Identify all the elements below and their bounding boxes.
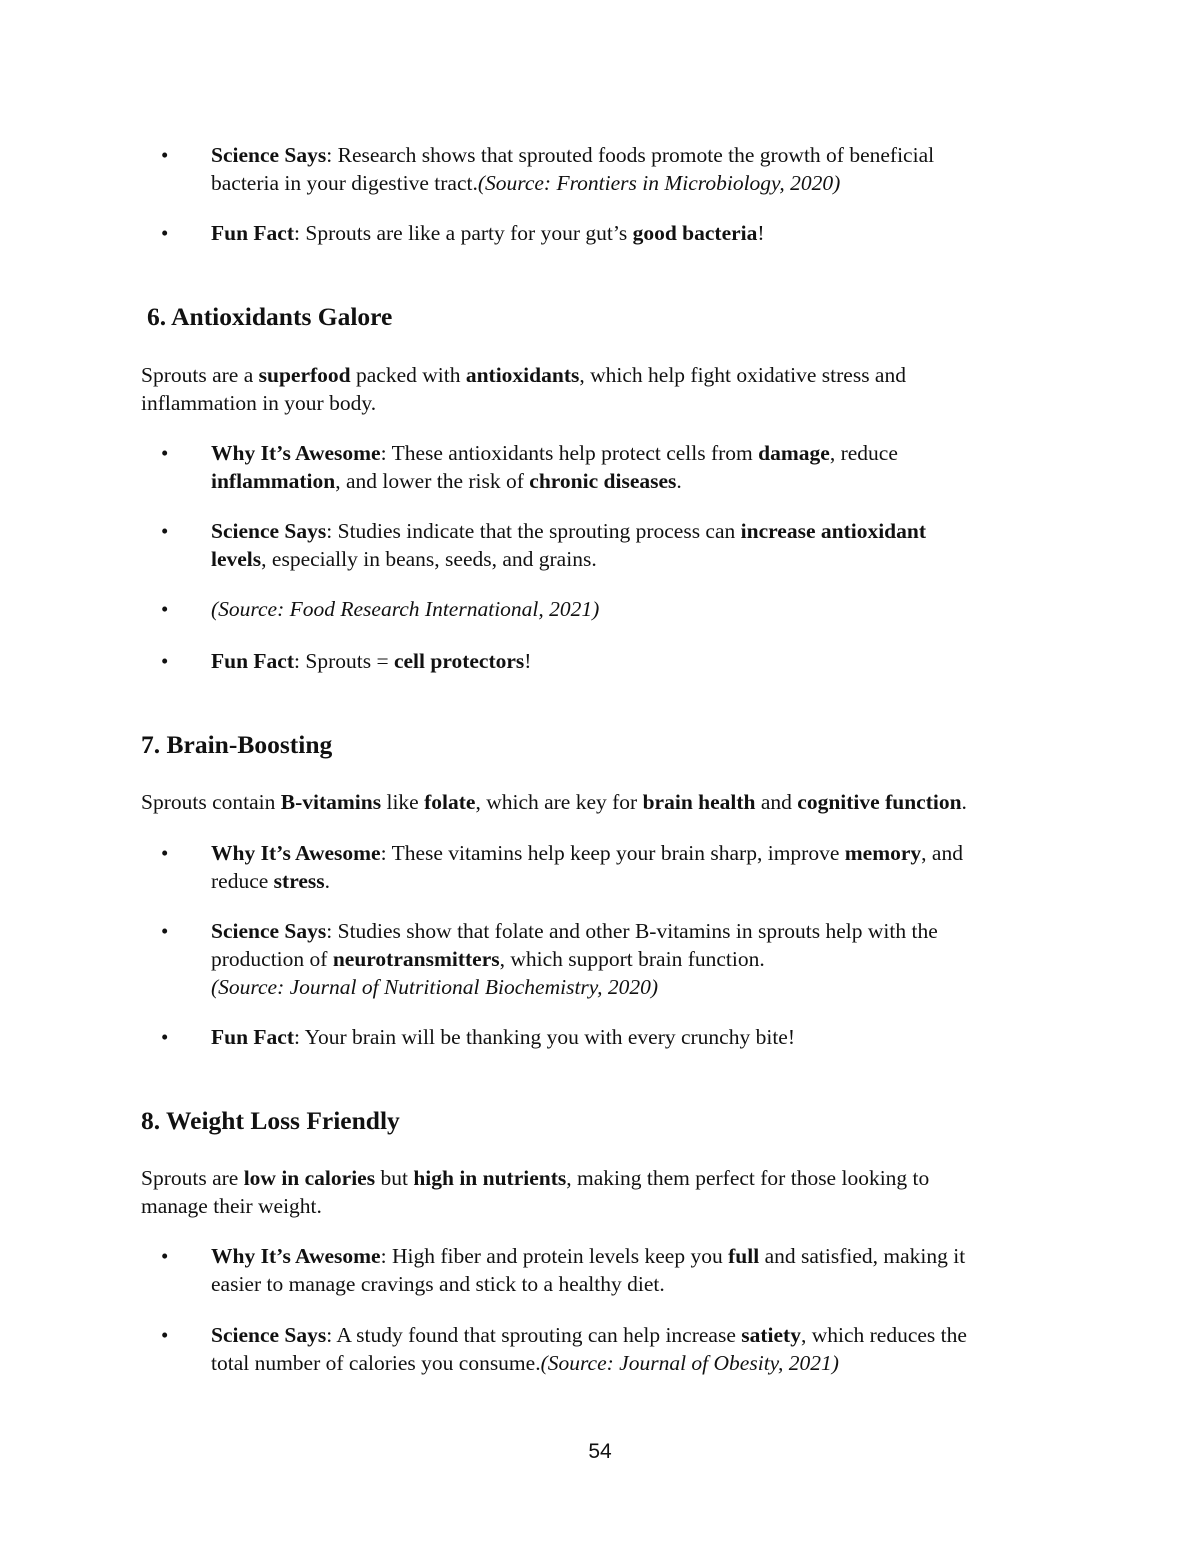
bold-text: Science Says xyxy=(211,1323,327,1347)
bullet-fun-fact xyxy=(211,1023,1061,1051)
text-run: but xyxy=(375,1166,414,1190)
text-run: ! xyxy=(757,221,765,245)
text-run: packed with xyxy=(350,363,466,387)
text-run: , which are key for xyxy=(475,790,643,814)
text-run: : High fiber and protein levels keep you xyxy=(380,1244,729,1268)
section-heading: 6. Antioxidants Galore xyxy=(147,302,393,331)
bold-text: Science Says xyxy=(211,143,327,167)
bold-text: cell protectors xyxy=(393,649,525,673)
bold-text: memory xyxy=(844,841,922,865)
bold-text: Fun Fact xyxy=(211,1025,295,1049)
bold-text: full xyxy=(728,1244,760,1268)
text-run: : Research shows that sprouted foods promote the growth of beneficial bacteria in your digestive tract. xyxy=(211,143,935,195)
bold-text: folate xyxy=(424,790,476,814)
text-run: : Sprouts = xyxy=(294,649,394,673)
bullet-source xyxy=(211,595,1061,623)
bullet-marker: • xyxy=(161,1025,169,1049)
italic-citation: (Source: Journal of Nutritional Biochemistry, 2020) xyxy=(211,975,659,999)
bullet-science-says xyxy=(211,517,1061,573)
text-run: , especially in beans, seeds, and grains. xyxy=(261,547,597,571)
bullet-why-awesome xyxy=(211,839,1061,895)
bold-text: neurotransmitters xyxy=(332,947,500,971)
bold-text: Fun Fact xyxy=(211,221,295,245)
text-run: ! xyxy=(524,649,532,673)
section-intro xyxy=(141,361,1061,417)
text-run: : Sprouts are like a party for your gut’s xyxy=(294,221,633,245)
text-run: : These antioxidants help protect cells from xyxy=(380,441,759,465)
bold-text: stress xyxy=(273,869,325,893)
text-run: , which reduces the total number of calories you consume. xyxy=(211,1323,967,1375)
bullet-marker: • xyxy=(161,441,169,465)
text-run: , and lower the risk of xyxy=(335,469,530,493)
text-run: Sprouts are xyxy=(141,1166,244,1190)
text-run: , which help fight oxidative stress and inflammation in your body. xyxy=(141,363,906,415)
bullet-marker: • xyxy=(161,597,169,621)
section-heading: 8. Weight Loss Friendly xyxy=(141,1106,400,1135)
bold-text: antioxidants xyxy=(465,363,580,387)
italic-citation: (Source: Food Research International, 2021) xyxy=(211,597,600,621)
bold-text: Fun Fact xyxy=(211,649,295,673)
text-run: : Your brain will be thanking you with every crunchy bite! xyxy=(294,1025,795,1049)
bold-text: cognitive function xyxy=(797,790,962,814)
text-run: : These vitamins help keep your brain sharp, improve xyxy=(380,841,845,865)
text-run: Sprouts are a xyxy=(141,363,259,387)
bullet-marker: • xyxy=(161,1244,169,1268)
section-intro xyxy=(141,1164,1061,1220)
text-run: and satisfied, making it easier to manage cravings and stick to a healthy diet. xyxy=(211,1244,966,1296)
bullet-fun-fact xyxy=(211,219,1061,247)
text-run: : A study found that sprouting can help increase xyxy=(326,1323,742,1347)
bold-text: satiety xyxy=(741,1323,801,1347)
bullet-science-says xyxy=(211,917,1061,1001)
section-intro xyxy=(141,788,1061,816)
text-run: , which support brain function. xyxy=(499,947,765,971)
bullet-why-awesome xyxy=(211,1242,1061,1298)
bullet-science-says xyxy=(211,141,1061,197)
bold-text: B-vitamins xyxy=(280,790,382,814)
bullet-marker: • xyxy=(161,649,169,673)
italic-citation: (Source: Journal of Obesity, 2021) xyxy=(540,1351,839,1375)
bold-text: damage xyxy=(758,441,830,465)
bold-text: superfood xyxy=(258,363,351,387)
bold-text: good bacteria xyxy=(632,221,758,245)
text-run: . xyxy=(961,790,967,814)
bold-text: high in nutrients xyxy=(413,1166,567,1190)
bullet-marker: • xyxy=(161,221,169,245)
bullet-marker: • xyxy=(161,919,169,943)
bullet-why-awesome xyxy=(211,439,1061,495)
page-number: 54 xyxy=(588,1440,612,1463)
bold-text: low in calories xyxy=(243,1166,376,1190)
bold-text: Why It’s Awesome xyxy=(211,1244,381,1268)
bold-text: chronic diseases xyxy=(529,469,677,493)
bold-text: increase antioxidant levels xyxy=(211,519,926,571)
bold-text: Science Says xyxy=(211,519,327,543)
bold-text: Why It’s Awesome xyxy=(211,441,381,465)
text-run: like xyxy=(381,790,425,814)
bullet-science-says xyxy=(211,1321,1061,1377)
bullet-marker: • xyxy=(161,1323,169,1347)
text-run: : Studies show that folate and other B-vitamins in sprouts help with the production of xyxy=(211,919,938,971)
bold-text: Science Says xyxy=(211,919,327,943)
bullet-marker: • xyxy=(161,519,169,543)
bullet-marker: • xyxy=(161,841,169,865)
bullet-marker: • xyxy=(161,143,169,167)
bold-text: brain health xyxy=(642,790,756,814)
section-heading: 7. Brain-Boosting xyxy=(141,730,333,759)
text-run: , and reduce xyxy=(211,841,963,893)
text-run: , reduce xyxy=(829,441,898,465)
text-run: . xyxy=(324,869,331,893)
bullet-fun-fact xyxy=(211,647,1061,675)
text-run: . xyxy=(676,469,682,493)
italic-citation: (Source: Frontiers in Microbiology, 2020) xyxy=(477,171,841,195)
bold-text: inflammation xyxy=(211,469,336,493)
text-run: : Studies indicate that the sprouting process can xyxy=(326,519,741,543)
text-run: , making them perfect for those looking to manage their weight. xyxy=(141,1166,930,1218)
text-run: Sprouts contain xyxy=(141,790,281,814)
text-run: and xyxy=(755,790,798,814)
bold-text: Why It’s Awesome xyxy=(211,841,381,865)
